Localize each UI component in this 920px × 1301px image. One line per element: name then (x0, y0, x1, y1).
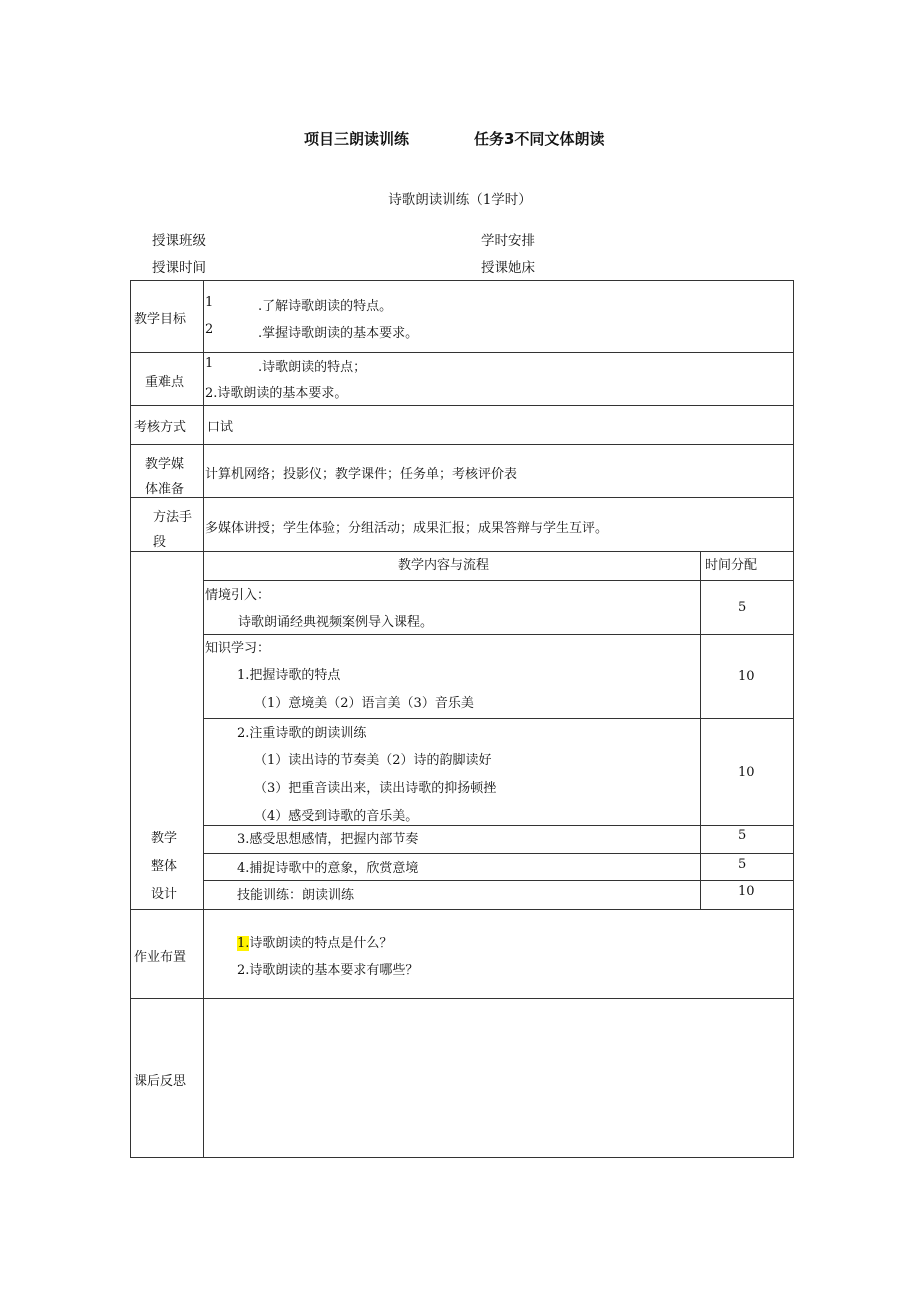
design-label-line1: 教学 (151, 831, 178, 846)
knowledge-item-2-detail-3: （4）感受到诗歌的音乐美。 (254, 809, 419, 824)
homework-q1-number: 1. (237, 936, 250, 951)
media-label-line1: 教学媒 (145, 457, 185, 472)
hours-label: 学时安排 (481, 233, 535, 249)
methods-value: 多媒体讲授；学生体验；分组活动；成果汇报；成果答辩与学生互评。 (205, 521, 609, 536)
objective-2-text: .掌握诗歌朗读的基本要求。 (258, 326, 419, 341)
homework-label: 作业布置 (134, 950, 187, 965)
knowledge-item-1-detail: （1）意境美（2）语言美（3）音乐美 (254, 696, 474, 711)
reflection-label: 课后反思 (134, 1074, 187, 1089)
skill-training-time: 10 (738, 884, 755, 899)
skill-training: 技能训练：朗读训练 (237, 888, 355, 903)
objective-1-text: .了解诗歌朗读的特点。 (258, 299, 393, 314)
key-point-1-num: 1 (205, 356, 214, 371)
homework-q1-text: 诗歌朗读的特点是什么？ (249, 936, 393, 951)
media-label-line2: 体准备 (145, 482, 185, 497)
methods-label-line1: 方法手 (153, 510, 193, 525)
place-label: 授课她床 (481, 260, 535, 276)
title-project: 项目三朗读训练 (304, 130, 410, 148)
design-label-line3: 设计 (151, 887, 178, 902)
knowledge-time-1: 10 (738, 669, 755, 684)
intro-text: 诗歌朗诵经典视频案例导入课程。 (238, 615, 434, 630)
knowledge-time-3: 5 (738, 828, 747, 843)
homework-question-1 (237, 932, 392, 951)
methods-label-line2: 段 (153, 535, 167, 550)
objectives-label: 教学目标 (134, 312, 187, 327)
time-label: 授课时间 (152, 260, 206, 276)
class-label: 授课班级 (152, 233, 206, 249)
knowledge-heading: 知识学习： (205, 641, 271, 656)
objective-1-num: 1 (205, 295, 214, 310)
knowledge-item-2-detail-1: （1）读出诗的节奏美（2）诗的韵脚读好 (254, 753, 492, 768)
key-point-2-text: 2.诗歌朗读的基本要求。 (205, 386, 348, 401)
intro-heading: 情境引入： (205, 588, 271, 603)
knowledge-time-4: 5 (738, 857, 747, 872)
knowledge-item-3: 3.感受思想感情，把握内部节奏 (237, 832, 419, 847)
knowledge-item-4: 4.捕捉诗歌中的意象，欣赏意境 (237, 861, 419, 876)
title-task: 任务3不同文体朗读 (474, 130, 605, 148)
design-label-line2: 整体 (151, 859, 178, 874)
assessment-value: 口试 (207, 420, 234, 435)
content-column-header: 教学内容与流程 (398, 558, 490, 573)
knowledge-item-1: 1.把握诗歌的特点 (237, 668, 341, 683)
subtitle: 诗歌朗读训练（1学时） (388, 192, 532, 208)
knowledge-item-2-detail-2: （3）把重音读出来，读出诗歌的抑扬顿挫 (254, 781, 497, 796)
media-value: 计算机网络；投影仪；教学课件；任务单；考核评价表 (205, 467, 518, 482)
intro-time: 5 (738, 600, 747, 615)
knowledge-time-2: 10 (738, 765, 755, 780)
knowledge-item-2: 2.注重诗歌的朗读训练 (237, 726, 367, 741)
time-column-header: 时间分配 (705, 558, 758, 573)
objective-2-num: 2 (205, 322, 214, 337)
assessment-label: 考核方式 (134, 420, 187, 435)
homework-question-2: 2.诗歌朗读的基本要求有哪些？ (237, 963, 419, 978)
key-points-label: 重难点 (145, 375, 185, 390)
key-point-1-text: .诗歌朗读的特点； (258, 360, 367, 375)
